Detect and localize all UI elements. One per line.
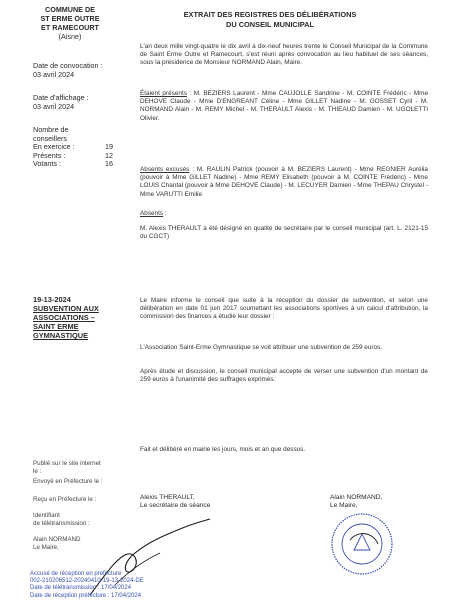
convocation-date: 03 avril 2024 — [33, 69, 75, 79]
exercice-value: 19 — [105, 142, 113, 152]
secretaire-signature-block — [140, 494, 210, 511]
envoye-label: Envoyé en Préfecture le : — [33, 478, 103, 485]
convocation-label: Date de convocation : — [33, 61, 103, 70]
exercice-label: En exercice : — [33, 142, 75, 152]
absents-list: : — [163, 210, 167, 217]
votants-row — [33, 160, 113, 169]
maire-role: Le Maire, — [33, 543, 59, 551]
secretaire-role: Le secrétaire de séance — [140, 502, 211, 510]
maire-block — [33, 536, 80, 551]
identifiant-label: Identifiant — [33, 512, 60, 519]
excuses-list: : M. RAULIN Patrick (pouvoir à M. BEZIERS Laurent) - Mme REGNIER Aurélia (pouvoir à Mme GILLET Nadine) - Mme REMY Elisabeth (pouvoir à M. COINTE Frédéric) - Mme LOUIS Chantal (pouvoir à Mme DEHOVE Claude) - M. LECUYER Damien - Mme THEPAU Chrystel - Mme VARUTTI Emilie — [140, 166, 428, 198]
publie-block — [33, 460, 101, 475]
commune-line: COMMUNE DE — [45, 5, 95, 14]
maire-name: Alain NORMAND — [33, 536, 81, 543]
accuse-reception-block — [30, 571, 144, 600]
subject-block — [33, 295, 128, 340]
affichage-block — [33, 94, 89, 111]
commune-header — [30, 5, 110, 41]
absents-paragraph — [140, 210, 428, 218]
subject-line: SUBVENTION AUX — [33, 304, 99, 313]
intro-paragraph: L'an deux mille vingt-quatre le dix avril à dix-neuf heures trente le Conseil Municipal de la Commune de Saint Erme Outre et Ramecourt, s'est réuni après convocation au lieu habituel de ses séances, sous la présidence de Monsieur NORMAND Alain, Maire. — [140, 43, 428, 67]
maire-signature-name: Alain NORMAND, — [330, 494, 383, 501]
presents-list: : M. BEZIERS Laurent - Mme CAUJOLLE Sandrine - M. COINTE Frédéric - Mme DEHOVE Claude - Mme D'ENGREANT Céline - Mme GILLET Nadine - M. GOSSET Cyril - M. NORMAND Alain - M. REMY Michel - M. THERAULT Alexis - M. THIEAUD Damien - M. UGOLETTI Olivier. — [140, 90, 429, 122]
publie-label: le : — [33, 467, 42, 475]
conseillers-label: Nombre de — [33, 125, 69, 134]
affichage-label: Date d'affichage : — [33, 93, 89, 102]
subject-line: GYMNASTIQUE — [33, 331, 89, 340]
votants-label: Votants : — [33, 159, 61, 169]
absents-label: Absents — [140, 210, 164, 217]
publie-label: Publié sur le site internet — [33, 460, 101, 467]
presents-value: 12 — [105, 150, 113, 160]
secretaire-paragraph: M. Alexis THERAULT a été désigné en qualité de secrétaire par le conseil municipal (art. L. 2121-15 du CGCT) — [140, 225, 428, 241]
deliberation-p2: L'Association Saint-Erme Gymnastique se voit attribuer une subvention de 259 euros. — [140, 344, 383, 351]
accuse-line: 002-210206512-20240410-19-13-2024-DE — [30, 578, 144, 585]
presents-paragraph — [140, 90, 428, 123]
accuse-line: Accusé de réception en préfecture — [30, 571, 122, 577]
excuses-paragraph — [140, 166, 428, 199]
excuses-label: Absents excusés — [140, 166, 190, 173]
convocation-block — [33, 62, 103, 79]
title-line: EXTRAIT DES REGISTRES DES DÉLIBÉRATIONS — [183, 10, 357, 19]
mairie-stamp — [328, 510, 396, 578]
presents-label: Étaient présents — [140, 90, 187, 97]
secretaire-name: Alexis THERAULT, — [140, 494, 195, 501]
subject-line: SAINT ERME — [33, 322, 79, 331]
maire-signature-role: Le Maire, — [330, 502, 358, 510]
recu-label: Reçu en Préfecture le : — [33, 496, 97, 503]
deliberation-number: 19-13-2024 — [33, 295, 71, 304]
votants-value: 16 — [105, 159, 113, 169]
maire-signature-block — [330, 494, 382, 511]
accuse-line: Date de réception préfecture : 17/04/2024 — [30, 592, 142, 599]
department-label: (Aisne) — [58, 32, 82, 41]
subject-line: ASSOCIATIONS – — [33, 313, 95, 322]
commune-line: ET RAMECOURT — [41, 23, 99, 32]
identifiant-block — [33, 512, 90, 527]
conseillers-label: conseillers — [33, 133, 67, 143]
deliberation-p3: Après étude et discussion, le conseil municipal accepte de verser une subvention d'un montant de 259 euros à l'unanimité des suffrages exprimés. — [140, 368, 428, 384]
commune-line: ST ERME OUTRE — [40, 14, 100, 23]
deliberation-p1: Le Maire informe le conseil que suite à la réception du dossier de subvention, et selon une délibération en date 01 juin 2017 soumettant les associations sportives à un calcul d'attribution, la commission des finances a étudié leur dossier : — [140, 297, 428, 321]
presents-label: Présents : — [33, 150, 66, 160]
document-title — [140, 10, 400, 29]
affichage-date: 03 avril 2024 — [33, 101, 75, 111]
identifiant-label: de télétransmission : — [33, 519, 90, 527]
conseillers-counts — [33, 126, 113, 169]
title-line: DU CONSEIL MUNICIPAL — [225, 19, 314, 29]
fait-statement: Fait et délibéré en mairie les jours, mois et an que dessus. — [140, 446, 306, 453]
accuse-line: Date de télétransmission : 17/04/2024 — [30, 585, 132, 592]
